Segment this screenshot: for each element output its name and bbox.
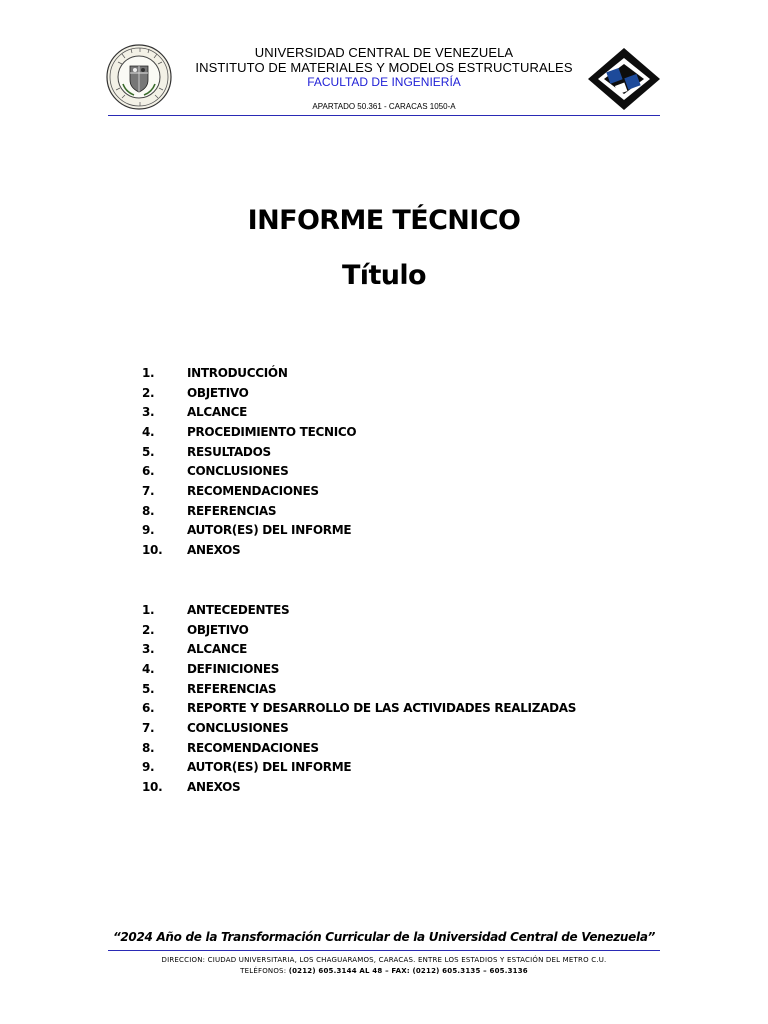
document-subtitle: Título <box>341 260 426 291</box>
list-item <box>142 758 576 778</box>
list-item <box>142 639 576 659</box>
item-number: 6. <box>142 464 155 479</box>
item-label: REFERENCIAS <box>187 503 277 518</box>
item-label: INTRODUCCIÓN <box>187 365 288 380</box>
item-label: ANEXOS <box>187 543 241 558</box>
item-label: ALCANCE <box>187 405 247 420</box>
document-title: INFORME TÉCNICO <box>247 205 521 236</box>
item-label: AUTOR(ES) DEL INFORME <box>187 523 352 538</box>
item-label: AUTOR(ES) DEL INFORME <box>187 760 352 775</box>
list-item <box>142 540 356 560</box>
list-item <box>142 698 576 718</box>
faculty-name: FACULTAD DE INGENIERÍA <box>307 75 461 89</box>
header-divider <box>108 115 660 116</box>
list-item <box>142 679 576 699</box>
letterhead-text <box>180 45 588 112</box>
list-item <box>142 718 576 738</box>
item-number: 9. <box>142 760 155 775</box>
item-number: 4. <box>142 424 155 439</box>
list-item <box>142 402 356 422</box>
item-number: 8. <box>142 740 155 755</box>
letterhead <box>0 0 768 118</box>
item-label: ANTECEDENTES <box>187 602 290 617</box>
item-number: 8. <box>142 503 155 518</box>
item-label: RESULTADOS <box>187 444 271 459</box>
list-item <box>142 620 576 640</box>
institute-name: INSTITUTO DE MATERIALES Y MODELOS ESTRUCTURALES <box>195 60 573 75</box>
item-label: PROCEDIMIENTO TECNICO <box>187 424 357 439</box>
item-label: RECOMENDACIONES <box>187 483 319 498</box>
outline-list-1 <box>142 363 356 560</box>
phones-label: TELÉFONOS: <box>240 967 287 975</box>
item-number: 9. <box>142 523 155 538</box>
item-label: OBJETIVO <box>187 622 249 637</box>
item-label: ALCANCE <box>187 642 247 657</box>
item-number: 5. <box>142 681 155 696</box>
list-item <box>142 738 576 758</box>
item-label: ANEXOS <box>187 780 241 795</box>
item-number: 3. <box>142 405 155 420</box>
footer-phones <box>0 967 768 975</box>
item-label: RECOMENDACIONES <box>187 740 319 755</box>
item-number: 4. <box>142 661 155 676</box>
outline-list-2 <box>142 600 576 797</box>
university-name: UNIVERSIDAD CENTRAL DE VENEZUELA <box>254 45 514 60</box>
footer-motto: “2024 Año de la Transformación Curricular de la Universidad Central de Venezuela” <box>112 930 656 944</box>
list-item <box>142 501 356 521</box>
list-item <box>142 521 356 541</box>
list-item <box>142 442 356 462</box>
item-number: 3. <box>142 642 155 657</box>
item-number: 7. <box>142 720 155 735</box>
item-number: 10. <box>142 543 163 558</box>
item-number: 1. <box>142 365 155 380</box>
item-number: 2. <box>142 385 155 400</box>
list-item <box>142 777 576 797</box>
item-label: REFERENCIAS <box>187 681 277 696</box>
list-item <box>142 422 356 442</box>
list-item <box>142 600 576 620</box>
item-number: 10. <box>142 780 163 795</box>
item-label: REPORTE Y DESARROLLO DE LAS ACTIVIDADES REALIZADAS <box>187 701 577 716</box>
item-number: 1. <box>142 602 155 617</box>
item-label: DEFINICIONES <box>187 661 280 676</box>
phones-numbers: (0212) 605.3144 AL 48 – FAX: (0212) 605.3135 – 605.3136 <box>288 967 528 975</box>
institute-logo-icon <box>586 46 662 112</box>
item-number: 2. <box>142 622 155 637</box>
item-label: OBJETIVO <box>187 385 249 400</box>
item-number: 7. <box>142 483 155 498</box>
footer-divider <box>108 950 660 951</box>
list-item <box>142 461 356 481</box>
item-label: CONCLUSIONES <box>187 464 289 479</box>
postal-address: APARTADO 50.361 - CARACAS 1050-A <box>312 102 456 111</box>
item-number: 6. <box>142 701 155 716</box>
footer-address: DIRECCION: CIUDAD UNIVERSITARIA, LOS CHAGUARAMOS, CARACAS. ENTRE LOS ESTADIOS Y ESTACIÓN DEL METRO C.U. <box>161 956 607 964</box>
item-number: 5. <box>142 444 155 459</box>
list-item <box>142 383 356 403</box>
item-label: CONCLUSIONES <box>187 720 289 735</box>
list-item <box>142 481 356 501</box>
list-item <box>142 659 576 679</box>
list-item <box>142 363 356 383</box>
university-seal-icon <box>106 44 172 110</box>
